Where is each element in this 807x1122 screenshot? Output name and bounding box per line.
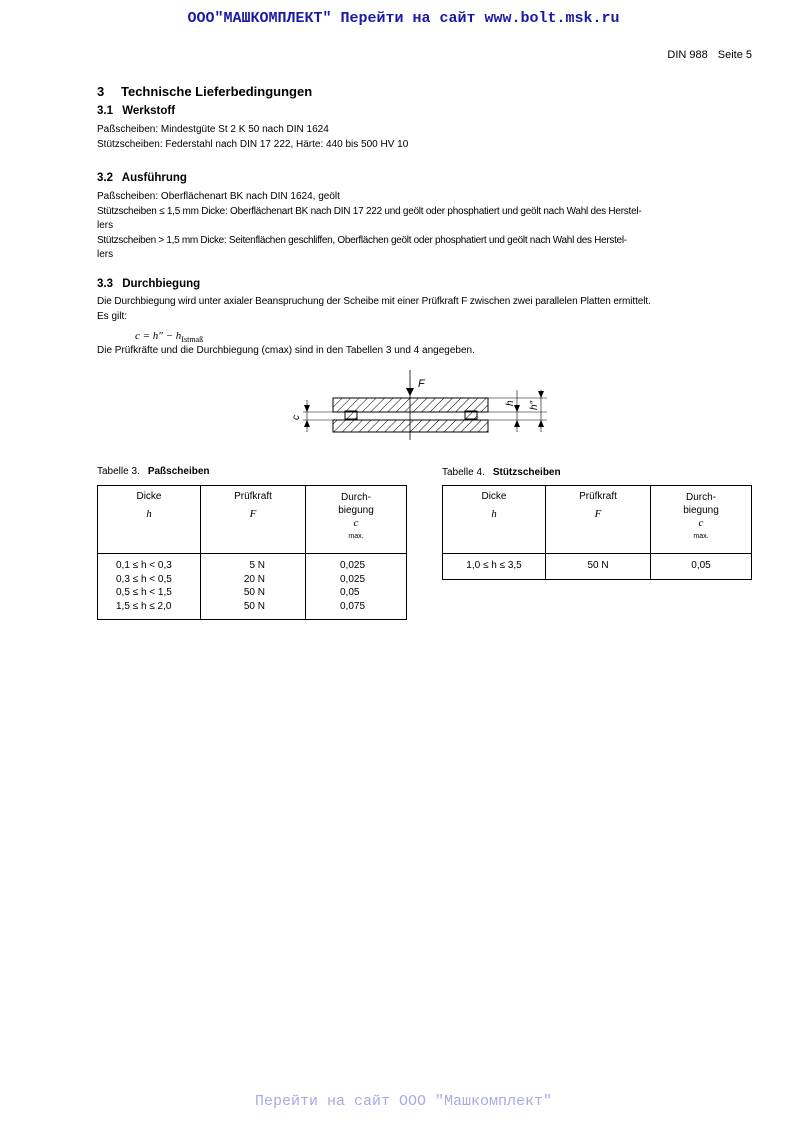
table-4-caption: Tabelle 4. Stützscheiben <box>442 467 561 478</box>
section-num: 3.1 <box>97 105 113 117</box>
table-4 <box>442 485 752 580</box>
label-c: c <box>291 415 302 420</box>
table-row <box>98 554 407 620</box>
ausfuehrung-line: Stützscheiben > 1,5 mm Dicke: Seitenflächen geschliffen, Oberflächen geölt oder phosphatiert und geölt nach Wahl des Herstel- <box>97 234 627 246</box>
dicke-cell: 0,1 ≤ h < 0,3 0,3 ≤ h < 0,5 0,5 ≤ h < 1,5 1,5 ≤ h ≤ 2,0 <box>98 554 201 620</box>
dicke-cell: 1,0 ≤ h ≤ 3,5 <box>443 554 546 580</box>
durchbiegung-line: Es gilt: <box>97 310 128 322</box>
formula: $c = h'' - h_{Istmaß}$ <box>135 330 204 345</box>
pruefkraft-cell: 50 N <box>546 554 651 580</box>
header-cell: Prüfkraft F <box>201 486 306 554</box>
durchbiegung-text <box>97 295 757 324</box>
header-cell: Dicke h <box>443 486 546 554</box>
durchbiegung-cell: 0,025 0,025 0,05 0,075 <box>306 554 407 620</box>
table-header-row <box>443 486 752 554</box>
pruefkraft-cell: 5 N 20 N 50 N 50 N <box>201 554 306 620</box>
durchbiegung-line: Die Durchbiegung wird unter axialer Beanspruchung der Scheibe mit einer Prüfkraft F zwischen zwei parallelen Platten ermittelt. <box>97 296 651 307</box>
header-cell: Prüfkraft F <box>546 486 651 554</box>
ausfuehrung-text <box>97 190 757 263</box>
table-header-row <box>98 486 407 554</box>
header-cell: Durch- biegung c max. <box>651 486 752 554</box>
section-3-heading: 3 Technische Lieferbedingungen <box>97 84 313 99</box>
top-banner-link[interactable]: ООО"МАШКОМПЛЕКТ" Перейти на сайт www.bolt.msk.ru <box>187 10 620 27</box>
section-3-1-heading <box>97 105 175 117</box>
table-row <box>443 554 752 580</box>
ausfuehrung-line: lers <box>97 249 114 260</box>
label-h: h <box>505 400 516 406</box>
durchbiegung-cell: 0,05 <box>651 554 752 580</box>
section-3-3-heading <box>97 278 200 290</box>
section-title: Werkstoff <box>122 105 176 117</box>
table-3-caption: Tabelle 3. Paßscheiben <box>97 466 210 477</box>
werkstoff-line: Paßscheiben: Mindestgüte St 2 K 50 nach DIN 1624 <box>97 124 329 135</box>
section-3-2-heading <box>97 172 187 184</box>
table-3 <box>97 485 407 620</box>
upper-plate <box>333 398 488 412</box>
durchbiegung-note: Die Prüfkräfte und die Durchbiegung (cmax) sind in den Tabellen 3 und 4 angegeben. <box>97 345 475 356</box>
section-num: 3.3 <box>97 278 113 290</box>
section-title: Durchbiegung <box>122 278 201 290</box>
force-arrow <box>406 388 414 396</box>
page-number: Seite 5 <box>717 49 752 61</box>
lower-plate <box>333 420 488 432</box>
label-F: F <box>418 378 425 390</box>
section-title: Ausführung <box>121 172 187 184</box>
washer-left <box>345 411 357 419</box>
bottom-banner-link[interactable]: Перейти на сайт ООО "Машкомплект" <box>254 1093 553 1110</box>
doc-number: DIN 988 <box>667 49 708 61</box>
werkstoff-line: Stützscheiben: Federstahl nach DIN 17 222, Härte: 440 bis 500 HV 10 <box>97 138 409 150</box>
header-cell: Dicke h <box>98 486 201 554</box>
section-num: 3.2 <box>97 172 113 184</box>
label-h2: h″ <box>529 400 540 410</box>
ausfuehrung-line: Stützscheiben ≤ 1,5 mm Dicke: Oberflächenart BK nach DIN 17 222 und geölt oder phosphatiert und geölt nach Wahl des Herstel- <box>97 205 642 217</box>
ausfuehrung-line: Paßscheiben: Oberflächenart BK nach DIN 1624, geölt <box>97 191 340 202</box>
washer-right <box>465 411 477 419</box>
test-setup-figure <box>285 370 555 442</box>
ausfuehrung-line: lers <box>97 220 114 231</box>
running-head <box>667 49 752 61</box>
werkstoff-text <box>97 123 757 152</box>
header-cell: Durch- biegung c max. <box>306 486 407 554</box>
